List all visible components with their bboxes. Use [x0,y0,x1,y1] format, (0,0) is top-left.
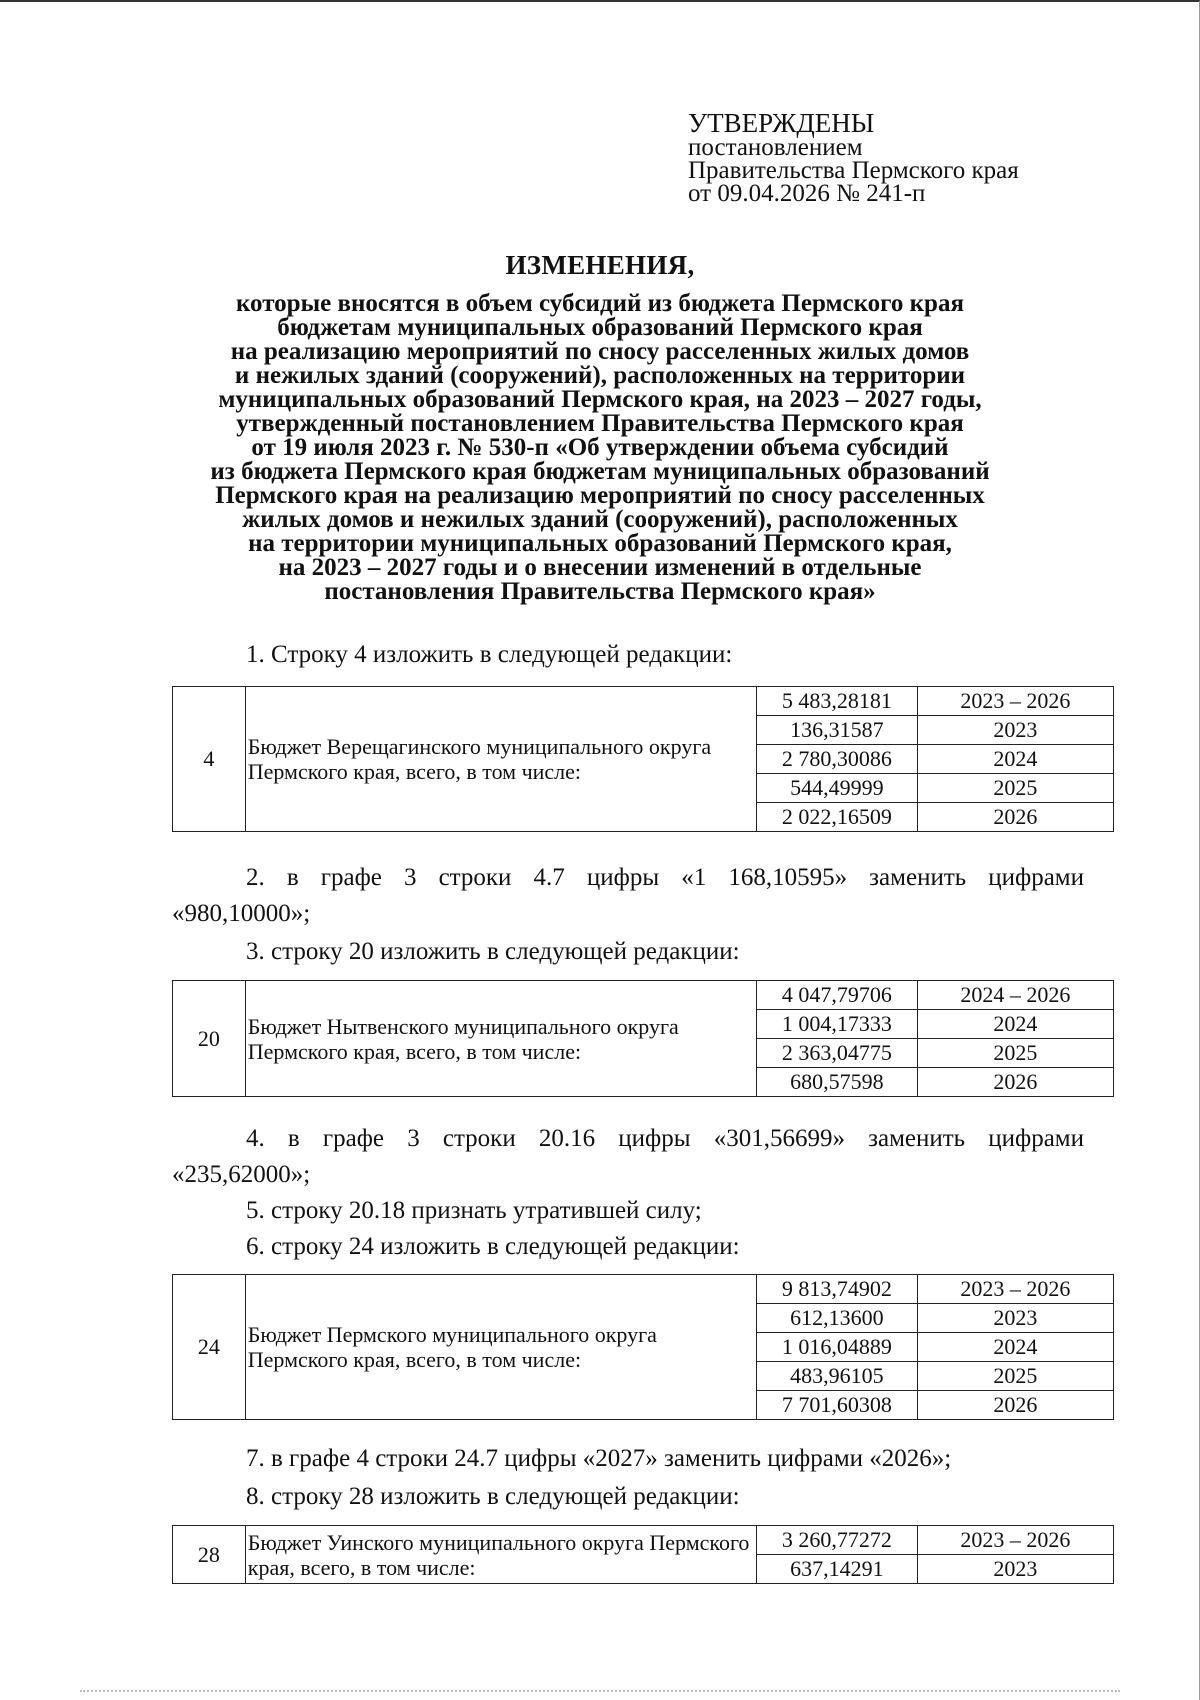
year-cell: 2025 [917,1362,1113,1391]
subtitle-line: на реализацию мероприятий по сносу расселенных жилых домов [230,338,970,365]
item-3: 3. строку 20 изложить в следующей редакции: [246,938,740,965]
approval-stamp [688,110,1019,205]
approved-line-2: постановлением [688,134,863,161]
item-4: 4. в графе 3 строки 20.16 цифры «301,56699» заменить цифрами «235,62000»; [172,1125,1084,1188]
amount-cell: 7 701,60308 [757,1391,918,1420]
subtitle-line: утвержденный постановлением Правительства Пермского края [236,410,964,437]
year-cell: 2023 – 2026 [917,687,1113,716]
amount-cell: 5 483,28181 [757,687,918,716]
amount-cell: 4 047,79706 [757,981,918,1010]
document-title: ИЗМЕНЕНИЯ, [505,250,695,280]
year-cell: 2026 [917,803,1113,832]
item-5: 5. строку 20.18 признать утратившей силу; [246,1197,702,1224]
page-bottom-edge [80,1690,1120,1694]
amount-cell: 1 016,04889 [757,1333,918,1362]
row-number: 28 [173,1526,246,1584]
approved-line-4: от 09.04.2026 № 241-п [688,180,926,207]
year-cell: 2025 [917,774,1113,803]
row-number: 24 [173,1275,246,1420]
year-cell: 2023 – 2026 [917,1275,1113,1304]
year-cell: 2024 [917,1333,1113,1362]
amount-cell: 1 004,17333 [757,1010,918,1039]
year-cell: 2026 [917,1391,1113,1420]
item-1: 1. Строку 4 изложить в следующей редакции: [246,641,733,668]
table-row-4 [172,686,1114,832]
amount-cell: 544,49999 [757,774,918,803]
row-number: 20 [173,981,246,1097]
document-subtitle [150,292,1050,604]
table-row-28 [172,1525,1114,1584]
subtitle-line: бюджетам муниципальных образований Пермского края [277,314,923,341]
amount-cell: 680,57598 [757,1068,918,1097]
item-2: 2. в графе 3 строки 4.7 цифры «1 168,10595» заменить цифрами «980,10000»; [172,864,1084,927]
amount-cell: 612,13600 [757,1304,918,1333]
amount-cell: 136,31587 [757,716,918,745]
subtitle-line: из бюджета Пермского края бюджетам муниципальных образований [210,458,990,485]
amount-cell: 2 780,30086 [757,745,918,774]
row-number: 4 [173,687,246,832]
amount-cell: 2 363,04775 [757,1039,918,1068]
subtitle-line: постановления Правительства Пермского края» [324,578,876,605]
budget-name: Бюджет Верещагинского муниципального округа Пермского края, всего, в том числе: [245,687,756,832]
year-cell: 2024 – 2026 [917,981,1113,1010]
budget-name: Бюджет Пермского муниципального округа Пермского края, всего, в том числе: [245,1275,756,1420]
year-cell: 2023 [917,1304,1113,1333]
year-cell: 2023 – 2026 [917,1526,1113,1555]
amount-cell: 3 260,77272 [757,1526,918,1555]
budget-name: Бюджет Уинского муниципального округа Пермского края, всего, в том числе: [245,1526,756,1584]
subtitle-line: которые вносятся в объем субсидий из бюджета Пермского края [235,290,964,317]
approved-line-3: Правительства Пермского края [688,157,1019,184]
amount-cell: 9 813,74902 [757,1275,918,1304]
item-6: 6. строку 24 изложить в следующей редакции: [246,1233,740,1260]
item-7: 7. в графе 4 строки 24.7 цифры «2027» заменить цифрами «2026»; [246,1445,952,1472]
subtitle-line: от 19 июля 2023 г. № 530-п «Об утверждении объема субсидий [251,434,949,461]
year-cell: 2025 [917,1039,1113,1068]
table-row-20 [172,980,1114,1097]
subtitle-line: и нежилых зданий (сооружений), расположенных на территории [234,362,966,389]
amount-cell: 483,96105 [757,1362,918,1391]
subtitle-line: жилых домов и нежилых зданий (сооружений), расположенных [242,506,958,533]
budget-name: Бюджет Нытвенского муниципального округа Пермского края, всего, в том числе: [245,981,756,1097]
approved-heading: УТВЕРЖДЕНЫ [688,108,875,138]
year-cell: 2023 [917,716,1113,745]
amount-cell: 2 022,16509 [757,803,918,832]
subtitle-line: на 2023 – 2027 годы и о внесении изменений в отдельные [278,554,922,581]
year-cell: 2024 [917,1010,1113,1039]
amount-cell: 637,14291 [757,1555,918,1584]
table-row-24 [172,1274,1114,1420]
subtitle-line: Пермского края на реализацию мероприятий по сносу расселенных [215,482,985,509]
subtitle-line: муниципальных образований Пермского края, на 2023 – 2027 годы, [218,386,982,413]
year-cell: 2024 [917,745,1113,774]
item-8: 8. строку 28 изложить в следующей редакции: [246,1483,740,1510]
subtitle-line: на территории муниципальных образований Пермского края, [248,530,952,557]
year-cell: 2026 [917,1068,1113,1097]
year-cell: 2023 [917,1555,1113,1584]
